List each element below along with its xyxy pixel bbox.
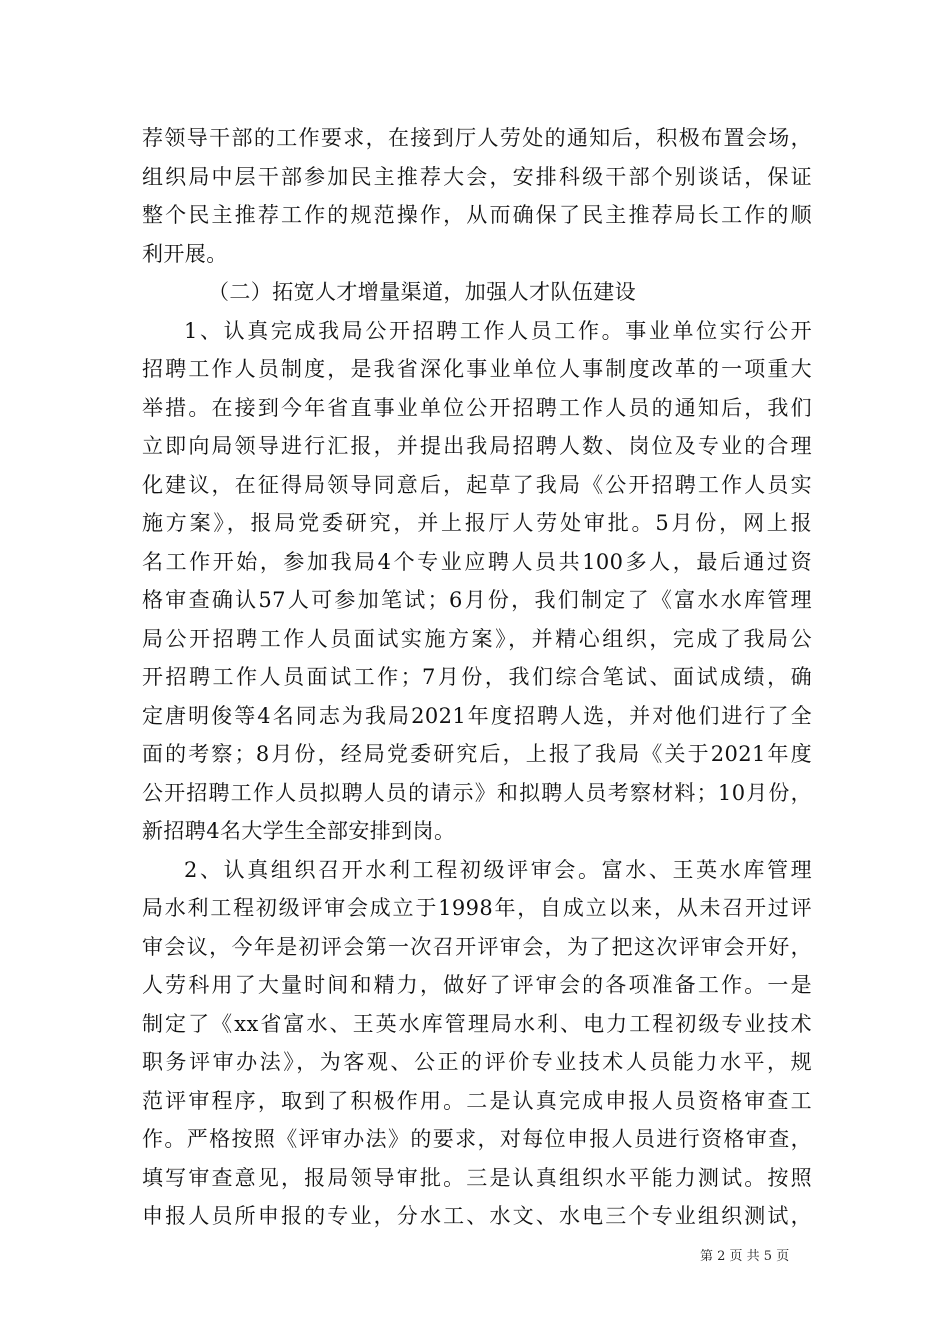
text-line: 局公开招聘工作人员面试实施方案》，并精心组织，完成了我局公 — [142, 626, 812, 651]
text-line: 组织局中层干部参加民主推荐大会，安排科级干部个别谈话，保证 — [142, 164, 812, 189]
document-body — [142, 119, 812, 1236]
text-line: 施方案》，报局党委研究，并上报厅人劳处审批。5月份，网上报 — [142, 511, 812, 535]
text-line: 局水利工程初级评审会成立于1998年，自成立以来，从未召开过评 — [142, 896, 812, 920]
text-line: 范评审程序，取到了积极作用。二是认真完成申报人员资格审查工 — [142, 1088, 812, 1113]
text-line: 新招聘4名大学生全部安排到岗。 — [142, 819, 456, 843]
text-line: 公开招聘工作人员拟聘人员的请示》和拟聘人员考察材料；10月份， — [142, 780, 812, 805]
text-line: 举措。在接到今年省直事业单位公开招聘工作人员的通知后，我们 — [142, 395, 812, 420]
text-line: 化建议，在征得局领导同意后，起草了我局《公开招聘工作人员实 — [142, 472, 812, 497]
text-line: 开招聘工作人员面试工作；7月份，我们综合笔试、面试成绩，确 — [142, 665, 812, 689]
text-line: 审会议，今年是初评会第一次召开评审会，为了把这次评审会开好， — [142, 934, 812, 959]
text-line: 1、认真完成我局公开招聘工作人员工作。事业单位实行公开 — [184, 318, 812, 343]
text-line: 人劳科用了大量时间和精力，做好了评审会的各项准备工作。一是 — [142, 973, 812, 997]
text-line: 职务评审办法》，为客观、公正的评价专业技术人员能力水平，规 — [142, 1050, 812, 1074]
text-line: 面的考察；8月份，经局党委研究后，上报了我局《关于2021年度 — [142, 742, 812, 766]
text-line: 立即向局领导进行汇报，并提出我局招聘人数、岗位及专业的合理 — [142, 434, 812, 458]
text-line: 作。严格按照《评审办法》的要求，对每位申报人员进行资格审查， — [142, 1127, 812, 1151]
text-line: 整个民主推荐工作的规范操作，从而确保了民主推荐局长工作的顺 — [142, 203, 812, 227]
text-line: 招聘工作人员制度，是我省深化事业单位人事制度改革的一项重大 — [142, 357, 812, 381]
text-line: 2、认真组织召开水利工程初级评审会。富水、王英水库管理 — [184, 857, 812, 882]
text-line: 制定了《xx省富水、王英水库管理局水利、电力工程初级专业技术 — [142, 1011, 812, 1036]
text-line: 定唐明俊等4名同志为我局2021年度招聘人选，并对他们进行了全 — [142, 703, 812, 728]
text-line: 申报人员所申报的专业，分水工、水文、水电三个专业组织测试， — [142, 1204, 812, 1228]
page-number: 第 2 页 共 5 页 — [700, 1249, 790, 1264]
text-line: 荐领导干部的工作要求，在接到厅人劳处的通知后，积极布置会场， — [142, 126, 812, 150]
text-line: 名工作开始，参加我局4个专业应聘人员共100多人，最后通过资 — [142, 549, 812, 574]
text-line: 利开展。 — [142, 241, 228, 266]
text-line: 格审查确认57人可参加笔试；6月份，我们制定了《富水水库管理 — [142, 588, 812, 612]
section-heading: （二）拓宽人才增量渠道，加强人才队伍建设 — [208, 280, 636, 304]
text-line: 填写审查意见，报局领导审批。三是认真组织水平能力测试。按照 — [142, 1165, 812, 1190]
